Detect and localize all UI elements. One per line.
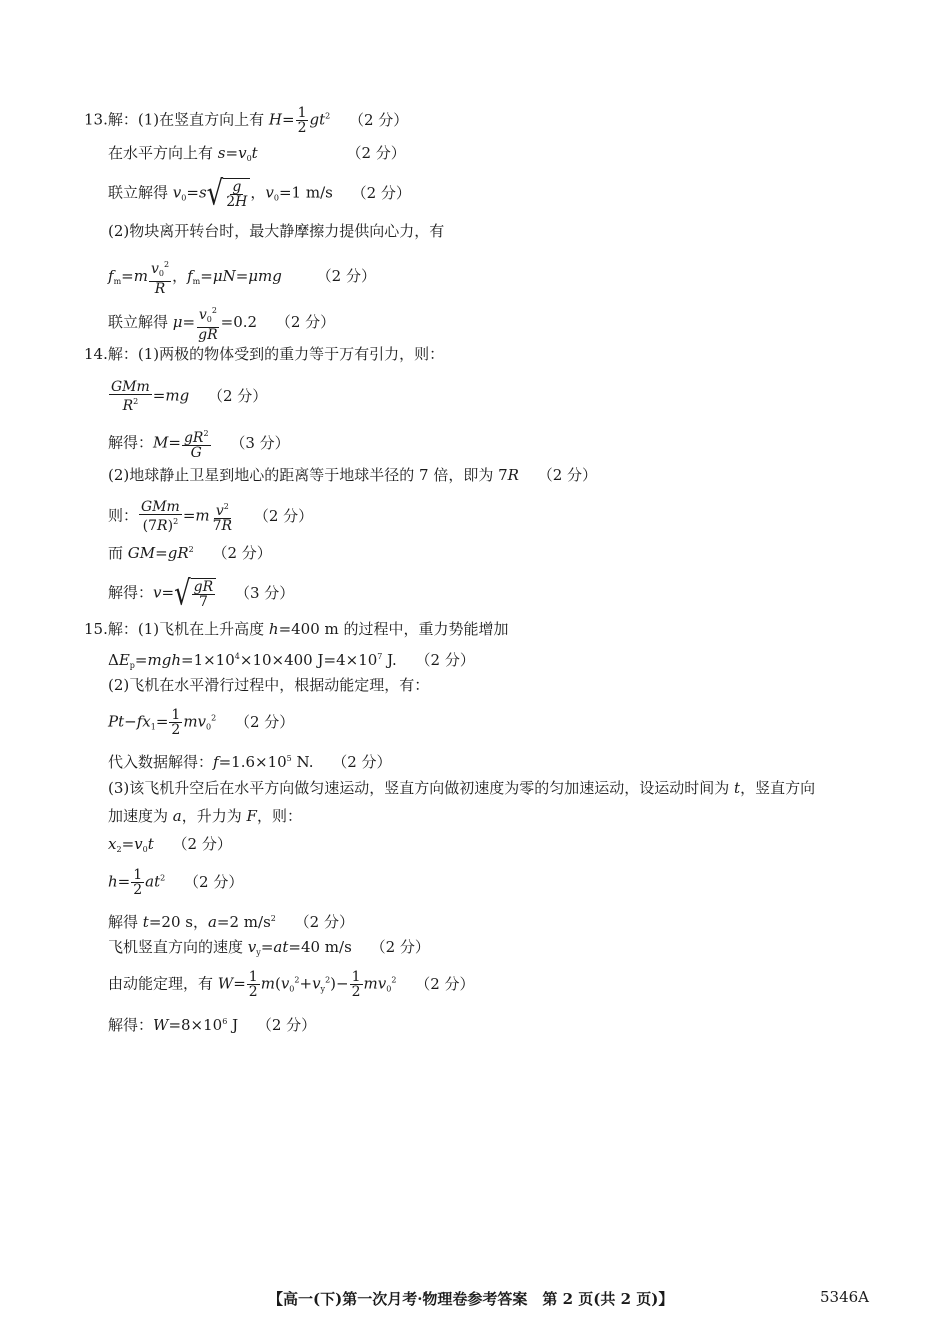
score: （2 分） <box>537 466 598 484</box>
score: （2 分） <box>370 938 430 956</box>
q13-line5: $f_m=m$ $\frac{v_0^2}{R}$ ，$f_m=\mu N=\mu mg$ （2 分） <box>108 260 376 297</box>
q15-line4: $Pt-fx_1=$ $\frac{1}{2}$ $mv_0^2$ （2 分） <box>108 707 295 738</box>
q14-line6: 而 $GM=gR^2$ （2 分） <box>108 544 272 562</box>
score: （2 分） <box>349 110 409 129</box>
q14-line3: 解得：M= $\frac{gR^2}{G}$ （3 分） <box>108 429 290 461</box>
q15-line6: (3)该飞机升空后在水平方向做匀速运动，竖直方向做初速度为零的匀加速运动，设运动时间为 t，竖直方向 <box>108 779 816 797</box>
score: （2 分） <box>234 712 295 731</box>
score: （2 分） <box>351 183 411 202</box>
q14-line2: $\frac{\text{GMm}}{R^2}$ =mg （2 分） <box>111 379 268 414</box>
score: （2 分） <box>346 144 406 162</box>
q13-line6: 联立解得 μ= $\frac{v_0^2}{gR}$ =0.2 （2 分） <box>108 306 336 343</box>
score: （2 分） <box>294 913 354 931</box>
q15-line12: 由动能定理，有 W= $\frac{1}{2}$ $m(v_0^2+v_y^2)-$ $\frac{1}{2}$ $mv_0^2$ （2 分） <box>108 969 475 1000</box>
q15-line13: 解得：$W=8\times 10^6$ J （2 分） <box>108 1016 317 1034</box>
score: （3 分） <box>230 433 290 452</box>
q15-line1: 15.解：(1)飞机在上升高度 h=400 m 的过程中，重力势能增加 <box>84 620 509 638</box>
q14-line1: 14.解：(1)两极的物体受到的重力等于万有引力，则： <box>84 345 445 363</box>
q15-number: 15. <box>84 620 108 638</box>
q13-line3: 联立解得 $v_0=s$ √ $\frac{g}{2H}$ ，$v_0=1$ m/s （2 分） <box>108 174 411 213</box>
page-footer-code: 5346A <box>820 1288 870 1306</box>
page-footer-title: 【高一(下)第一次月考·物理卷参考答案 第 2 页(共 2 页)】 <box>268 1290 674 1308</box>
q14-line5: 则： $\frac{\text{GMm}}{(7R)^2}$ =m $\frac{v^2}{7R}$ （2 分） <box>108 499 314 534</box>
score: （2 分） <box>184 872 244 891</box>
score: （2 分） <box>415 651 475 669</box>
q14-line4: (2)地球静止卫星到地心的距离等于地球半径的 7 倍，即为 7R （2 分） <box>108 466 598 484</box>
score: （2 分） <box>172 835 232 853</box>
score: （2 分） <box>212 544 272 562</box>
score: （2 分） <box>316 267 376 285</box>
score: （3 分） <box>234 583 295 602</box>
q15-line8: $x_2=v_0t$ （2 分） <box>108 835 232 854</box>
q15-line7: 加速度为 a，升力为 F，则： <box>108 807 302 825</box>
q14-number: 14. <box>84 345 108 363</box>
q13-line1: 13.解：(1)在竖直方向上有 H= $\frac{1}{2}$ $gt^2$ （2 分） <box>84 105 409 136</box>
score: （2 分） <box>256 1016 317 1034</box>
score: （2 分） <box>253 506 314 525</box>
q13-number: 13. <box>84 110 108 129</box>
q15-line5: 代入数据解得：$f=1.6\times 10^5$ N. （2 分） <box>108 753 392 771</box>
q15-line11: 飞机竖直方向的速度 $v_y=at=40$ m/s （2 分） <box>108 938 430 957</box>
q15-line9: h= $\frac{1}{2}$ $at^2$ （2 分） <box>108 867 244 898</box>
q15-line2: $\Delta E_p=mgh=1\times 10^4\times 10\times 400$ $J=4\times 10^7$ J. （2 分） <box>108 651 475 670</box>
score: （2 分） <box>275 313 336 331</box>
score: （2 分） <box>332 753 392 771</box>
q13-line2: 在水平方向上有 $s=v_0t$ （2 分） <box>108 144 406 163</box>
score: （2 分） <box>415 974 475 993</box>
q15-line3: (2)飞机在水平滑行过程中，根据动能定理，有： <box>108 676 430 694</box>
q13-line4: (2)物块离开转台时，最大静摩擦力提供向心力，有 <box>108 222 445 240</box>
q14-line7: 解得：v= √ $\frac{gR}{7}$ （3 分） <box>108 574 295 613</box>
score: （2 分） <box>207 386 268 405</box>
q15-line10: 解得 t=20 s，a=2 $m/s^2$ （2 分） <box>108 913 354 931</box>
